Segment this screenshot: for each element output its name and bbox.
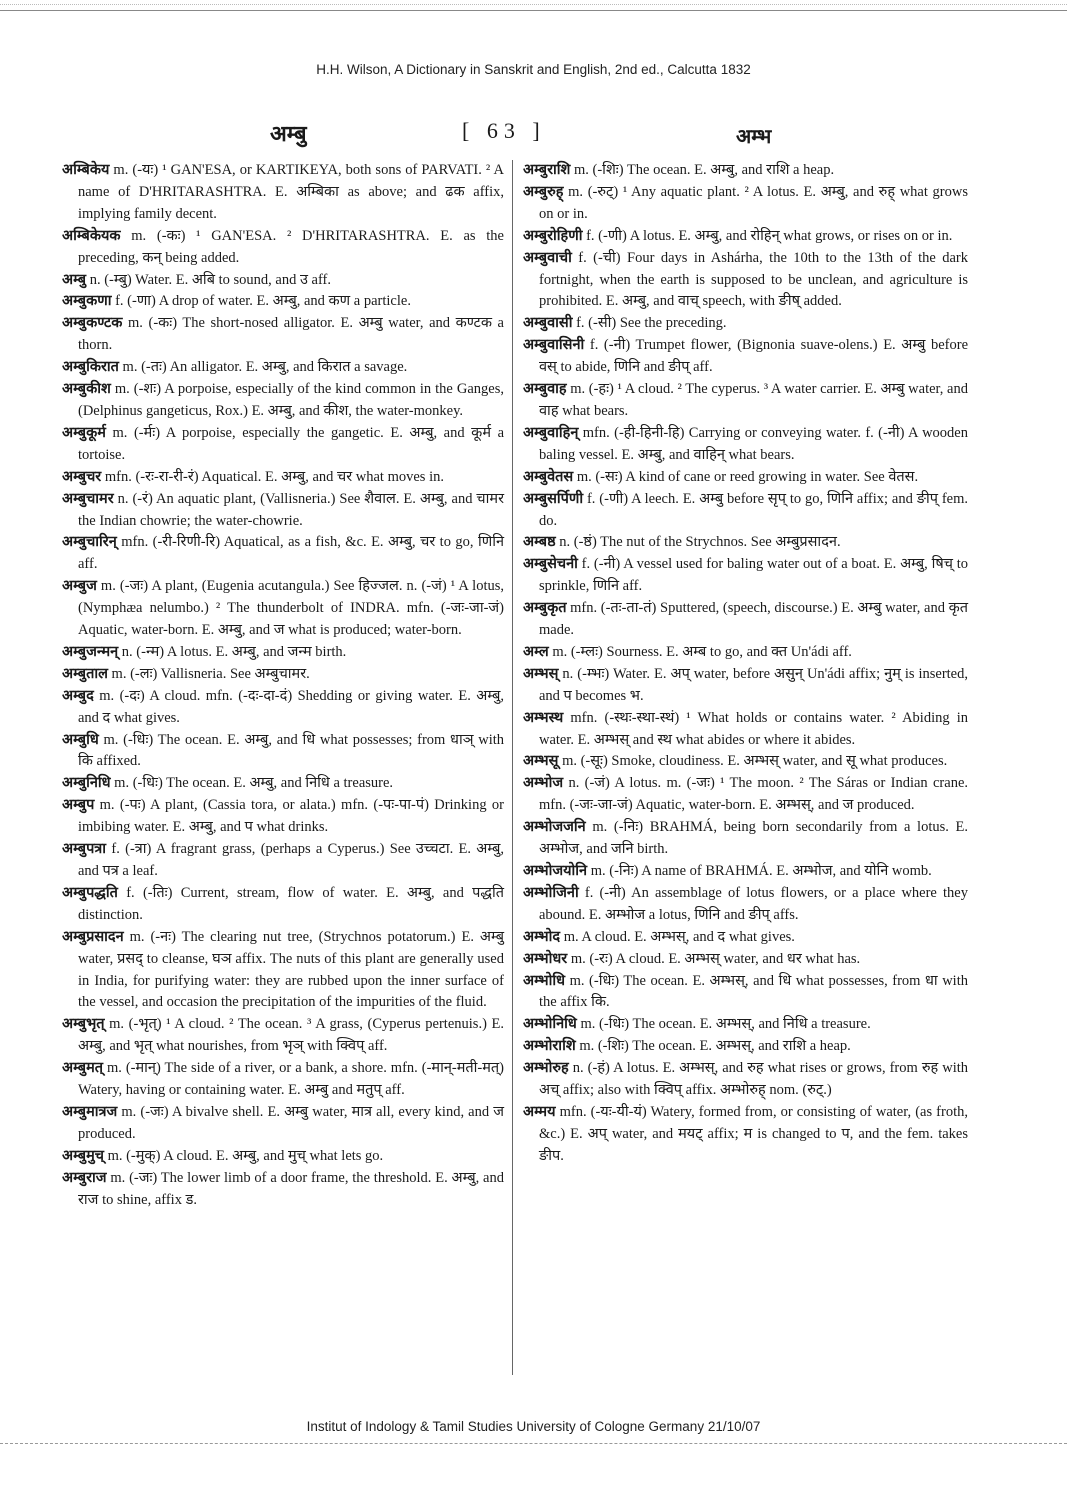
- entry-headword: अम्बुताल: [62, 665, 108, 682]
- entry-definition: m. (-सः) A kind of cane or reed growing in water. See वेतस.: [573, 468, 919, 485]
- entry-headword: अम्बुमात्रज: [62, 1103, 118, 1120]
- dictionary-entry: [523, 927, 968, 949]
- dictionary-entry: [62, 795, 504, 839]
- entry-definition: f. (-तिः) Current, stream, flow of water. E. अम्बु, and पद्धति distinction.: [78, 884, 504, 923]
- running-head-left: अम्बु: [270, 121, 307, 146]
- dictionary-entry: [62, 773, 504, 795]
- entry-headword: अम्बुरोहिणी: [523, 227, 583, 244]
- dictionary-entry: [62, 379, 504, 423]
- dictionary-entry: [523, 861, 968, 883]
- dictionary-entry: [62, 532, 504, 576]
- entry-definition: f. (-णी) A leech. E. अम्बु before सृप् to go, णिनि affix; and ङीप् fem. do.: [539, 490, 968, 529]
- dictionary-entry: [523, 532, 968, 554]
- dictionary-entry: [523, 226, 968, 248]
- dictionary-entry: [523, 751, 968, 773]
- entry-definition: f. (-सी) See the preceding.: [572, 315, 727, 332]
- dictionary-entry: [62, 291, 504, 313]
- dictionary-entry: [523, 598, 968, 642]
- entry-definition: mfn. (-रः-रा-री-रं) Aquatical. E. अम्बु, and चर what moves in.: [101, 468, 444, 485]
- dictionary-entry: [62, 686, 504, 730]
- entry-definition: m. (-पः) A plant, (Cassia tora, or alata.) mfn. (-पः-पा-पं) Drinking or imbibing water. E. अम्बु, and प what drinks.: [78, 797, 504, 836]
- entry-definition: m. (-र्मः) A porpoise, especially the gangetic. E. अम्बु, and कूर्म a tortoise.: [78, 424, 504, 463]
- dictionary-entry: [523, 642, 968, 664]
- entry-headword: अम्बुसर्पिणी: [523, 490, 584, 507]
- running-head-right: अम्भ: [736, 126, 772, 148]
- entry-headword: अम्बुवाह: [523, 381, 567, 398]
- entry-definition: m. (-मुक्) A cloud. E. अम्बु, and मुच् what lets go.: [103, 1147, 384, 1164]
- entry-definition: m. (-हः) ¹ A cloud. ² The cyperus. ³ A water carrier. E. अम्बु water, and वाह what bears.: [539, 381, 968, 419]
- entry-headword: अम्भोराशि: [523, 1038, 576, 1055]
- dictionary-entry: [523, 160, 968, 182]
- entry-headword: अम्बुचर: [62, 468, 102, 485]
- entry-headword: अम्बुनिधि: [62, 775, 111, 792]
- entry-headword: अम्भोधर: [523, 950, 568, 967]
- entry-headword: अम्भोनिधि: [523, 1016, 577, 1033]
- entry-headword: अम्बुवासिनी: [523, 337, 585, 354]
- dictionary-entry: [523, 1102, 968, 1168]
- entry-definition: f. (-त्रा) A fragrant grass, (perhaps a Cyperus.) See उच्चटा. E. अम्बु, and पत्र a leaf.: [78, 841, 504, 879]
- entry-headword: अम्बष्ठ: [523, 534, 556, 551]
- left-column: [62, 160, 504, 1212]
- entry-definition: m. (-यः) ¹ GAN'ESA, or KARTIKEYA, both sons of PARVATI. ² A name of D'HRITARASHTRA. E. अम्बिका as above; and ढक affix, implying family decent.: [78, 162, 504, 222]
- entry-headword: अम्बुकणा: [62, 293, 112, 310]
- entry-headword: अम्बुद: [62, 687, 94, 704]
- dictionary-entry: [62, 226, 504, 270]
- entry-headword: अम्भोजिनी: [523, 884, 579, 901]
- entry-definition: m. (-निः) A name of BRAHMÁ. E. अम्भोज, and योनि womb.: [587, 863, 932, 879]
- entry-headword: अम्बुकण्टक: [62, 315, 123, 332]
- entry-definition: m. (-कः) ¹ GAN'ESA. ² D'HRITARASHTRA. E. as the preceding, कन् being added.: [78, 227, 504, 266]
- dictionary-entry: [62, 642, 504, 664]
- source-header-note: H.H. Wilson, A Dictionary in Sanskrit and English, 2nd ed., Calcutta 1832: [316, 62, 751, 77]
- entry-definition: n. (-ष्ठं) The nut of the Strychnos. See अम्बुप्रसादन.: [555, 534, 841, 551]
- dictionary-entry: [62, 1058, 504, 1102]
- dictionary-entry: [523, 1014, 968, 1036]
- entry-definition: m. (-मान्) The side of a river, or a bank, a shore. mfn. (-मान्-मती-मत्) Watery, having or containing water. E. अम्बु and मतुप् aff.: [78, 1060, 504, 1099]
- dictionary-entry: [523, 335, 968, 379]
- entry-definition: m. (-भृत्) ¹ A cloud. ² The ocean. ³ A grass, (Cyperus pertenuis.) E. अम्बु, and भृत् what nourishes, from भृञ् with क्विप् aff.: [78, 1016, 504, 1055]
- entry-headword: अम्भस्थ: [523, 709, 564, 726]
- dictionary-entry: [62, 1014, 504, 1058]
- dictionary-entry: [523, 971, 968, 1015]
- entry-headword: अम्भोद: [523, 928, 561, 945]
- entry-definition: m. (-तः) An alligator. E. अम्बु, and किरात a savage.: [118, 359, 408, 376]
- entry-definition: m. (-जः) The lower limb of a door frame, the threshold. E. अम्बु, and राज to shine, affix ड.: [78, 1169, 504, 1208]
- dictionary-entry: [62, 883, 504, 927]
- entry-definition: m. (-नः) The clearing nut tree, (Strychnos potatorum.) E. अम्बु water, प्रसद् to cleanse, घञ affix. The nuts of this plant are generally used in India, for purifying water: they are rubbed upon the inner surface of the vessel, and occasion the precipitation of the impurities of the fluid.: [78, 928, 504, 1011]
- dictionary-entry: [523, 379, 968, 423]
- dictionary-entry: [62, 839, 504, 883]
- dictionary-entry: [523, 1058, 968, 1102]
- entry-headword: अम्बुसेचनी: [523, 556, 578, 573]
- dictionary-entry: [523, 313, 968, 335]
- entry-headword: अम्बुजन्मन्: [62, 643, 119, 660]
- entry-definition: f. (-णी) A lotus. E. अम्बु, and रोहिन् what grows, or rises on or in.: [582, 227, 953, 244]
- entry-definition: n. (-म्बु) Water. E. अबि to sound, and उ aff.: [86, 271, 331, 288]
- entry-definition: m. (-कः) The short-nosed alligator. E. अम्बु water, and कण्टक a thorn.: [78, 315, 504, 354]
- entry-definition: m. (-म्लः) Sourness. E. अम्ब to go, and क्त Un'ádi aff.: [548, 643, 852, 660]
- entry-headword: अम्बुपद्धति: [62, 884, 118, 901]
- entry-definition: m. (-रुट्) ¹ Any aquatic plant. ² A lotus. E. अम्बु, and रुह् what grows on or in.: [539, 183, 968, 222]
- dictionary-entry: [523, 949, 968, 971]
- entry-headword: अम्बुधि: [62, 731, 99, 748]
- source-footer-note: Institut of Indology & Tamil Studies University of Cologne Germany 21/10/07: [306, 1419, 761, 1434]
- entry-headword: अम्बुकूर्म: [62, 424, 106, 441]
- entry-definition: m. (-रः) A cloud. E. अम्भस् water, and धर what has.: [567, 950, 861, 967]
- entry-headword: अम्बुभृत्: [62, 1016, 105, 1033]
- entry-headword: अम्बुचामर: [62, 490, 114, 507]
- entry-headword: अम्बुवेतस: [523, 468, 574, 485]
- entry-definition: m. (-लः) Vallisneria. See अम्बुचामर.: [107, 665, 310, 682]
- entry-definition: f. (-नी) A vessel used for baling water out of a boat. E. अम्बु, षिच् to sprinkle, णिनि aff.: [539, 556, 968, 595]
- dictionary-entry: [62, 313, 504, 357]
- entry-definition: f. (-ची) Four days in Ashárha, the 10th to the 13th of the dark fortnight, when the earth is supposed to be unclean, and agriculture is prohibited. E. अम्बु, and वाच् speech, with ङीष् added.: [539, 249, 968, 310]
- entry-definition: m. (-शिः) The ocean. E. अम्बु, and राशि a heap.: [570, 162, 835, 178]
- entry-definition: m. (-निः) BRAHMÁ, being born secondarily from a lotus. E. अम्भोज, and जनि birth.: [539, 819, 968, 858]
- entry-definition: m. (-शः) A porpoise, especially of the kind common in the Ganges, (Delphinus gangeticus, Rox.) E. अम्बु, and कीश, the water-monkey.: [78, 381, 504, 419]
- bottom-scan-edge: [0, 1443, 1067, 1444]
- entry-headword: अम्ल: [523, 643, 549, 660]
- entry-headword: अम्बिकेयक: [62, 227, 121, 244]
- right-column: [523, 160, 968, 1168]
- entry-definition: m. (-धिः) The ocean. E. अम्बु, and धि what possesses; from धाञ् with कि affixed.: [78, 731, 504, 770]
- entry-definition: m. (-दः) A cloud. mfn. (-दः-दा-दं) Shedding or giving water. E. अम्बु, and द what gives.: [78, 687, 504, 726]
- entry-headword: अम्बुराशि: [523, 162, 571, 178]
- entry-headword: अम्बुचारिन्: [62, 534, 117, 551]
- dictionary-entry: [523, 467, 968, 489]
- entry-definition: f. (-नी) An assemblage of lotus flowers, or a place where they abound. E. अम्भोज a lotus, णिनि and ङीप् affs.: [539, 884, 968, 923]
- dictionary-entry: [62, 270, 504, 292]
- entry-definition: n. (-जं) A lotus. m. (-जः) ¹ The moon. ² The Sáras or Indian crane. mfn. (-जः-जा-जं) Aquatic, water-born. E. अम्भस्, and ज produced.: [539, 775, 968, 814]
- dictionary-entry: [62, 1168, 504, 1212]
- dictionary-entry: [523, 182, 968, 226]
- dictionary-entry: [62, 664, 504, 686]
- entry-definition: n. (-म्भः) Water. E. अप् water, before असुन् Un'ádi affix; नुम् is inserted, and प becomes भ.: [539, 665, 968, 704]
- column-divider: [512, 160, 513, 1375]
- top-scan-edge: [0, 4, 1067, 5]
- entry-definition: mfn. (-तः-ता-तं) Sputtered, (speech, discourse.) E. अम्बु water, and कृत made.: [539, 600, 968, 639]
- entry-headword: अम्भोजजनि: [523, 819, 586, 836]
- entry-headword: अम्बिकेय: [62, 162, 110, 178]
- entry-headword: अम्मय: [523, 1103, 556, 1120]
- entry-definition: m. (-जः) A bivalve shell. E. अम्बु water, मात्र all, every kind, and ज produced.: [78, 1103, 504, 1142]
- entry-definition: f. (-नी) Trumpet flower, (Bignonia suave-olens.) E. अम्बु before वस् to abide, णिनि and ङीप् aff.: [539, 337, 968, 376]
- entry-definition: n. (-हं) A lotus. E. अम्भस्, and रुह what rises or grows, from रुह with अच् affix; also with क्विप् affix. अम्भोरुह् nom. (रुट्.): [539, 1060, 968, 1099]
- dictionary-entry: [62, 357, 504, 379]
- entry-definition: f. (-णा) A drop of water. E. अम्बु, and कण a particle.: [111, 293, 411, 310]
- dictionary-entry: [62, 160, 504, 226]
- dictionary-entry: [62, 927, 504, 1015]
- entry-headword: अम्बुवाहिन्: [523, 424, 579, 441]
- entry-headword: अम्बुरुह्: [523, 183, 564, 200]
- entry-headword: अम्भोजयोनि: [523, 863, 588, 879]
- entry-definition: m. A cloud. E. अम्भस्, and द what gives.: [560, 928, 795, 945]
- entry-headword: अम्भस्: [523, 665, 559, 682]
- dictionary-entry: [523, 554, 968, 598]
- entry-definition: n. (-रं) An aquatic plant, (Vallisneria.) See शैवाल. E. अम्बु, and चामर the Indian chowrie; the water-chowrie.: [78, 490, 504, 529]
- entry-headword: अम्बुकिरात: [62, 359, 119, 376]
- dictionary-entry: [523, 248, 968, 314]
- dictionary-entry: [523, 489, 968, 533]
- dictionary-entry: [523, 423, 968, 467]
- entry-definition: mfn. (-री-रिणी-रि) Aquatical, as a fish, &c. E. अम्बु, चर to go, णिनि aff.: [78, 534, 504, 573]
- dictionary-entry: [523, 708, 968, 752]
- dictionary-entry: [523, 817, 968, 861]
- entry-headword: अम्बुवासी: [523, 315, 573, 332]
- entry-headword: अम्बुकीश: [62, 381, 111, 398]
- entry-headword: अम्बुपत्रा: [62, 841, 107, 858]
- dictionary-entry: [62, 489, 504, 533]
- entry-headword: अम्बुप: [62, 797, 95, 814]
- entry-definition: m. (-धिः) The ocean. E. अम्भस्, and निधि a treasure.: [576, 1016, 871, 1033]
- entry-headword: अम्बुज: [62, 578, 97, 595]
- entry-definition: m. (-सूः) Smoke, cloudiness. E. अम्भस् water, and सू what produces.: [558, 753, 948, 770]
- entry-headword: अम्भोरुह: [523, 1060, 569, 1077]
- dictionary-entry: [523, 773, 968, 817]
- entry-headword: अम्बुकृत: [523, 600, 567, 617]
- dictionary-entry: [523, 883, 968, 927]
- entry-definition: mfn. (-यः-यी-यं) Watery, formed from, or consisting of water, (as froth, &c.) E. अप् water, and मयट् affix; म is changed to प, and the fem. takes ङीप.: [539, 1103, 968, 1164]
- page-number: [ 63 ]: [462, 118, 546, 143]
- dictionary-entry: [523, 664, 968, 708]
- dictionary-entry: [62, 467, 504, 489]
- entry-definition: mfn. (-स्थः-स्था-स्थं) ¹ What holds or contains water. ² Abiding in water. E. अम्भस् and स्थ what abides or where it abides.: [539, 709, 968, 748]
- entry-definition: m. (-धिः) The ocean. E. अम्बु, and निधि a treasure.: [110, 775, 394, 792]
- dictionary-entry: [62, 730, 504, 774]
- entry-headword: अम्बुराज: [62, 1169, 107, 1186]
- entry-definition: m. (-धिः) The ocean. E. अम्भस्, and धि what possesses, from धा with the affix कि.: [539, 972, 968, 1011]
- entry-headword: अम्बुमत्: [62, 1060, 104, 1077]
- dictionary-entry: [523, 1036, 968, 1058]
- entry-definition: m. (-जः) A plant, (Eugenia acutangula.) See हिज्जल. n. (-जं) ¹ A lotus, (Nymphæa nelumbo.) ² The thunderbolt of INDRA. mfn. (-जः-जा-जं) Aquatic, water-born. E. अम्बु, and ज what is produced; water-born.: [78, 578, 504, 639]
- entry-headword: अम्भसू: [523, 753, 559, 770]
- entry-headword: अम्बुवाची: [523, 249, 572, 266]
- entry-headword: अम्बु: [62, 271, 87, 288]
- top-rule: [0, 10, 1067, 11]
- entry-headword: अम्भोधि: [523, 972, 566, 989]
- dictionary-entry: [62, 576, 504, 642]
- entry-definition: m. (-शिः) The ocean. E. अम्भस्, and राशि a heap.: [575, 1038, 851, 1055]
- dictionary-entry: [62, 423, 504, 467]
- entry-headword: अम्बुप्रसादन: [62, 928, 124, 945]
- dictionary-entry: [62, 1102, 504, 1146]
- entry-headword: अम्बुमुच्: [62, 1147, 104, 1164]
- dictionary-entry: [62, 1146, 504, 1168]
- entry-definition: mfn. (-ही-हिनी-हि) Carrying or conveying water. f. (-नी) A wooden baling vessel. E. अम्बु, and वाहिन् what bears.: [539, 424, 968, 463]
- entry-headword: अम्भोज: [523, 775, 564, 792]
- entry-definition: n. (-न्म) A lotus. E. अम्बु, and जन्म birth.: [118, 643, 347, 660]
